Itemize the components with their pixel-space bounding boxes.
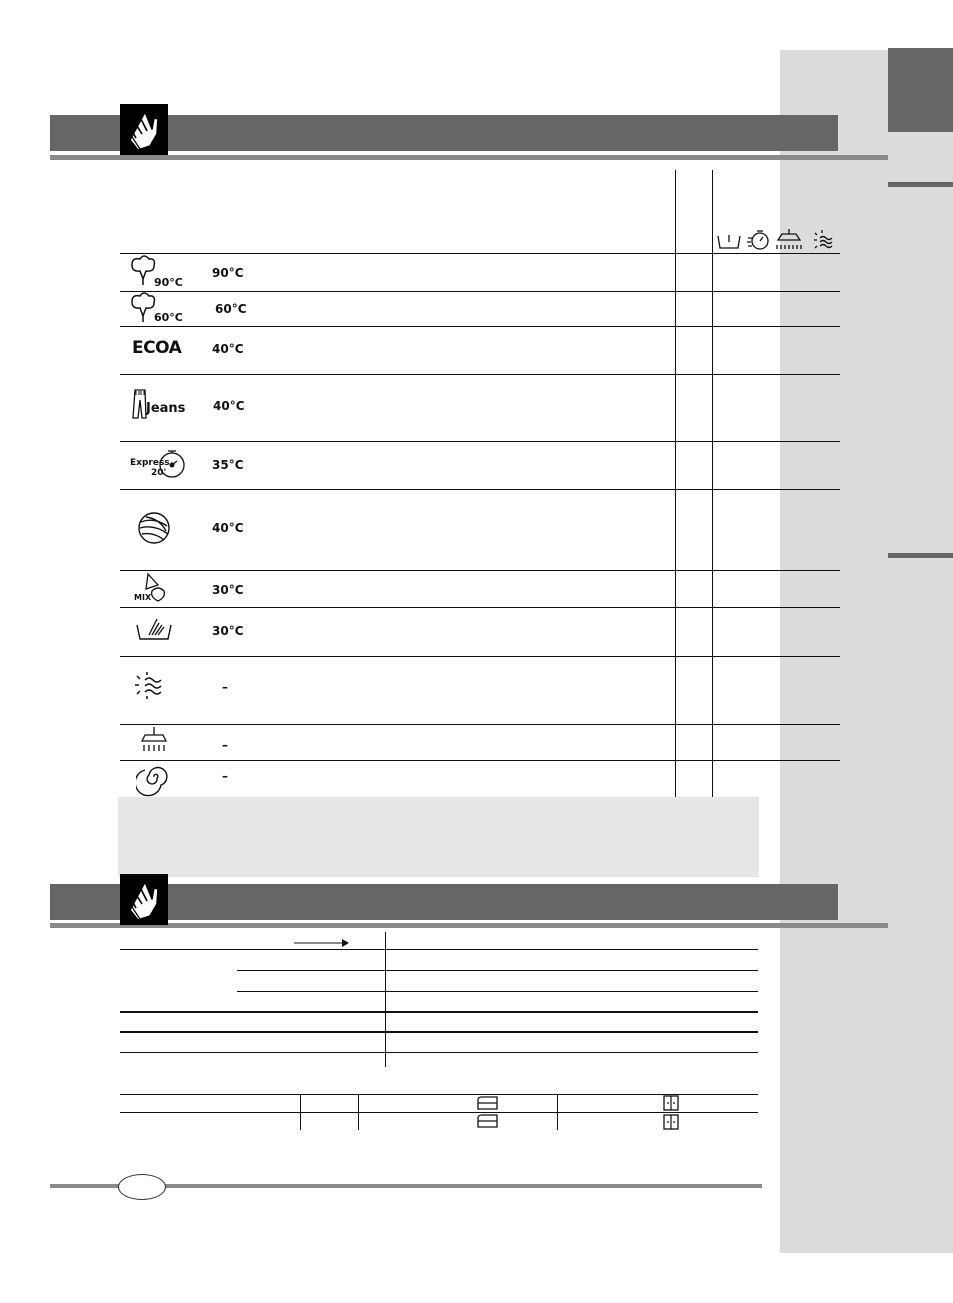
hand-icon xyxy=(120,104,168,155)
programme-temperature: 35°C xyxy=(212,458,244,472)
section-2-banner xyxy=(50,884,838,920)
programme-temperature: 40°C xyxy=(212,521,244,535)
side-tab-marker xyxy=(888,48,953,132)
table-row-divider xyxy=(120,374,840,375)
page-number-oval xyxy=(118,1174,166,1200)
table-row-divider xyxy=(237,970,758,971)
table-row-divider xyxy=(120,326,840,327)
cotton-icon-label: 90°C xyxy=(154,276,183,289)
programme-temperature: 40°C xyxy=(212,342,244,356)
programme-temperature: – xyxy=(222,769,228,783)
programme-temperature: 30°C xyxy=(212,583,244,597)
table-row-divider xyxy=(120,724,840,725)
table-row-divider xyxy=(120,570,840,571)
table-row-divider xyxy=(120,949,758,950)
table-row-divider xyxy=(120,1031,758,1033)
table-column-divider xyxy=(358,1094,359,1130)
programme-table xyxy=(120,170,842,797)
cotton-icon-label: 60°C xyxy=(154,311,183,324)
express-icon-sub: 20' xyxy=(151,468,167,478)
rinse-icon xyxy=(133,670,193,706)
programme-temperature: 90°C xyxy=(212,266,244,280)
table-row-divider xyxy=(120,1052,758,1053)
table-row-divider xyxy=(120,253,840,254)
table-row-divider xyxy=(120,489,840,490)
table-column-divider xyxy=(712,170,713,797)
section-2-rule xyxy=(50,923,888,928)
section-1-rule xyxy=(50,155,888,160)
timer-icon xyxy=(747,231,768,249)
wool-icon xyxy=(134,510,194,546)
spin-drain-icon xyxy=(140,721,200,757)
table-row-divider xyxy=(120,656,840,657)
rinse-icon xyxy=(814,230,832,248)
door-icon xyxy=(662,1113,680,1131)
spin-icon xyxy=(136,761,196,797)
basin-icon xyxy=(718,235,740,248)
table-column-divider xyxy=(675,170,676,797)
table-column-divider xyxy=(385,932,386,1067)
section-1-banner xyxy=(50,115,838,151)
table-row-divider xyxy=(120,1011,758,1013)
table-row-divider xyxy=(120,291,840,292)
header-icons xyxy=(714,226,840,252)
door-icon xyxy=(662,1094,680,1112)
programme-temperature: – xyxy=(222,680,228,694)
table-row-divider xyxy=(120,441,840,442)
handwash-icon xyxy=(135,613,195,649)
programme-temperature: – xyxy=(222,738,228,752)
hand-icon xyxy=(120,874,168,925)
programme-temperature: 60°C xyxy=(215,302,247,316)
table-row-divider xyxy=(120,760,840,761)
drawer-icon xyxy=(475,1113,501,1129)
side-divider-top xyxy=(888,182,953,187)
table-column-divider xyxy=(300,1094,301,1130)
programme-temperature: 30°C xyxy=(212,624,244,638)
eco-icon: ECOA xyxy=(132,338,182,358)
mix-icon-label: MIX xyxy=(134,593,152,602)
express-icon-label: Express xyxy=(130,458,170,468)
table-row-divider xyxy=(237,991,758,992)
arrow-icon xyxy=(294,934,350,946)
jeans-icon-label: Jeans xyxy=(146,401,186,416)
programme-temperature: 40°C xyxy=(213,399,245,413)
drawer-icon xyxy=(475,1095,501,1111)
shower-icon xyxy=(777,229,801,249)
side-divider-middle xyxy=(888,553,953,558)
table-row-divider xyxy=(120,607,840,608)
note-box xyxy=(118,797,759,877)
table-column-divider xyxy=(557,1094,558,1130)
